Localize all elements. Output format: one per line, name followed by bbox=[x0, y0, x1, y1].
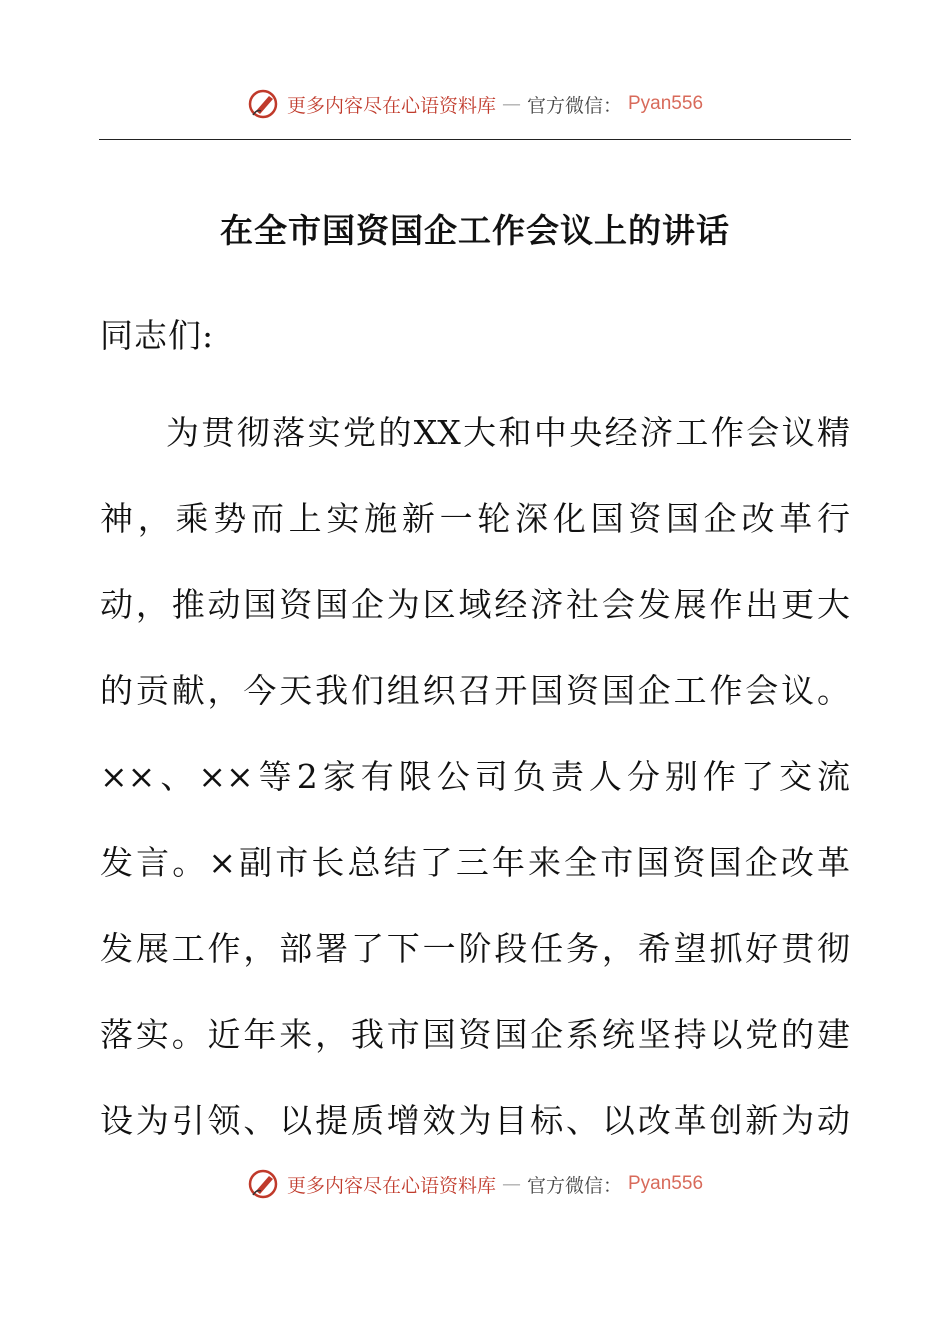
paragraph-line: 发言。×副市长总结了三年来全市国资国企改革 bbox=[100, 843, 850, 882]
paragraph-line: 落实。近年来，我市国资国企系统坚持以党的建 bbox=[100, 1015, 850, 1054]
watermark-separator: — bbox=[501, 93, 521, 115]
pen-nib-circle-icon bbox=[247, 87, 281, 121]
watermark-label: 官方微信： bbox=[526, 94, 622, 117]
header-watermark bbox=[0, 84, 950, 124]
paragraph-line: 设为引领、以提质增效为目标、以改革创新为动 bbox=[100, 1101, 850, 1140]
watermark-label: 官方微信： bbox=[526, 1174, 622, 1197]
header-divider bbox=[99, 139, 851, 140]
paragraph-line: 的贡献，今天我们组织召开国资国企工作会议。 bbox=[100, 671, 850, 710]
paragraph-line: 动，推动国资国企为区域经济社会发展作出更大 bbox=[100, 585, 850, 624]
watermark-site-text: 更多内容尽在心语资料库 bbox=[286, 1174, 496, 1197]
footer-watermark bbox=[0, 1164, 950, 1204]
paragraph-line: 发展工作，部署了下一阶段任务，希望抓好贯彻 bbox=[100, 929, 850, 968]
paragraph-line: 神，乘势而上实施新一轮深化国资国企改革行 bbox=[100, 499, 850, 538]
watermark-separator: — bbox=[501, 1173, 521, 1195]
pen-nib-circle-icon bbox=[247, 1167, 281, 1201]
salutation: 同志们: bbox=[100, 316, 215, 355]
watermark-site-text: 更多内容尽在心语资料库 bbox=[286, 94, 496, 117]
watermark-handle: Pyan556 bbox=[628, 1173, 704, 1194]
paragraph-line: ××、××等2家有限公司负责人分别作了交流 bbox=[100, 757, 850, 796]
paragraph-line: 为贯彻落实党的XX大和中央经济工作会议精 bbox=[166, 413, 850, 452]
document-title: 在全市国资国企工作会议上的讲话 bbox=[220, 211, 730, 250]
watermark-handle: Pyan556 bbox=[628, 93, 704, 114]
body-paragraph bbox=[100, 390, 850, 1160]
